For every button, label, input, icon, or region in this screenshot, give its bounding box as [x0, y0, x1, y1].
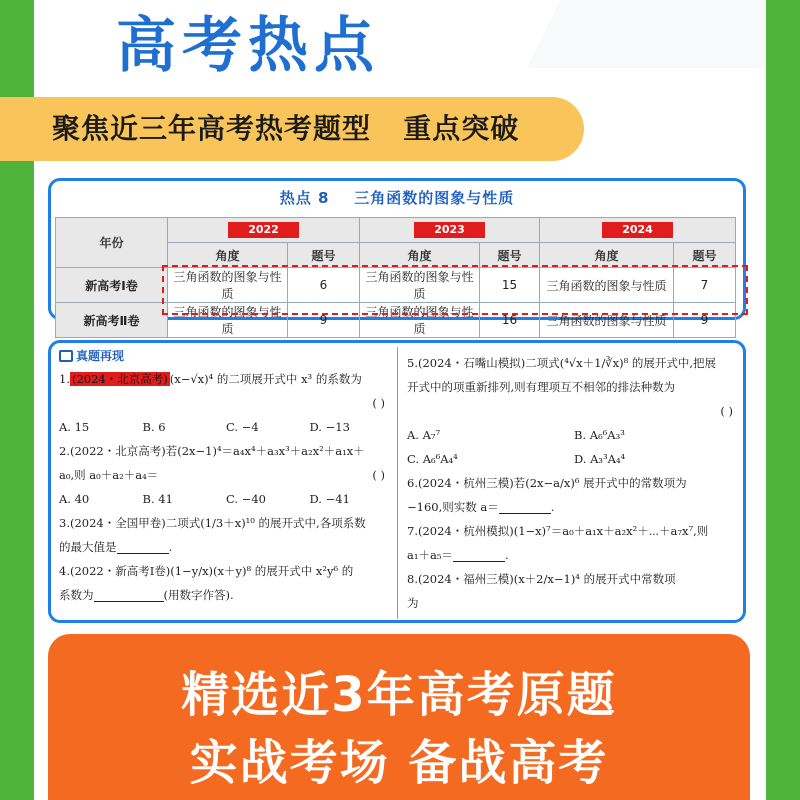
year-label-cell: 年份 [56, 218, 168, 268]
table-cell: 三角函数的图象与性质 [360, 268, 480, 303]
question-text: a₁＋a₅＝ [407, 548, 453, 562]
answer-paren-text: ( ) [372, 396, 385, 410]
option: B. 41 [142, 492, 173, 506]
question-3: 3.(2024・全国甲卷)二项式(1/3＋x)¹⁰ 的展开式中,各项系数 [59, 516, 366, 530]
hot-topic-heading: 热点 8 三角函数的图象与性质 [279, 189, 515, 207]
options-row [59, 415, 393, 439]
option: C. A₆⁶A₄⁴ [407, 452, 458, 466]
answer-blank [117, 542, 169, 554]
year-badge: 2023 [414, 222, 485, 238]
year-cell-2022 [168, 218, 360, 243]
option: B. 6 [142, 420, 166, 434]
table-row [56, 303, 736, 338]
answer-blank [499, 502, 551, 514]
question-8: 8.(2024・福州三模)(x＋2/x−1)⁴ 的展开式中常数项 [407, 572, 676, 586]
option: B. A₆⁶A₃³ [574, 428, 625, 442]
year-cell-2024 [540, 218, 736, 243]
answer-paren-text: ( ) [720, 404, 733, 418]
option: D. −41 [309, 492, 350, 506]
table-cell: 三角函数的图象与性质 [168, 303, 288, 338]
question-text: (用数字作答). [163, 588, 234, 602]
answer-paren-text: ( ) [372, 468, 385, 482]
questions-right-column [407, 343, 741, 615]
section-label [59, 345, 393, 367]
question-4: 4.(2022・新高考Ⅰ卷)(1−y/x)(x＋y)⁸ 的展开式中 x²y⁶ 的 [59, 564, 354, 578]
table-header-row [56, 218, 736, 243]
option: D. A₃³A₄⁴ [574, 452, 626, 466]
col-angle: 角度 [360, 243, 480, 268]
promo-panel [48, 634, 750, 800]
question-2-cont [59, 463, 393, 487]
question-6-cont: −160,则实数 a＝ . [407, 500, 555, 514]
table-cell: 9 [674, 303, 736, 338]
option: A. 40 [59, 492, 90, 506]
pen-note-icon [59, 350, 73, 362]
options-row [407, 447, 741, 471]
question-text: 的最大值是 [59, 540, 117, 554]
question-text: −160,则实数 a＝ [407, 500, 499, 514]
col-number: 题号 [480, 243, 540, 268]
question-8-cont: 为 [407, 596, 419, 610]
table-cell: 7 [674, 268, 736, 303]
answer-blank [453, 550, 505, 562]
question-5-cont: 开式中的项重新排列,则有理项互不相邻的排法种数为 [407, 380, 676, 394]
table-cell: 三角函数的图象与性质 [540, 303, 674, 338]
question-6: 6.(2024・杭州三模)若(2x−a/x)⁶ 展开式中的常数项为 [407, 476, 687, 490]
option: A. A₇⁷ [407, 428, 441, 442]
table-cell: 三角函数的图象与性质 [168, 268, 288, 303]
table-cell: 三角函数的图象与性质 [360, 303, 480, 338]
year-badge: 2024 [602, 222, 673, 238]
question-7: 7.(2024・杭州模拟)(1−x)⁷＝a₀＋a₁x＋a₂x²＋⋯＋a₇x⁷,则 [407, 524, 709, 538]
year-badge: 2022 [228, 222, 299, 238]
hot-topic-card [48, 178, 746, 336]
options-row [59, 487, 393, 511]
question-text: (x−√x)⁴ 的二项展开式中 x³ 的系数为 [169, 372, 362, 386]
answer-paren [59, 391, 393, 415]
option: D. −13 [309, 420, 350, 434]
table-cell: 三角函数的图象与性质 [540, 268, 674, 303]
table-cell: 15 [480, 268, 540, 303]
promo-line-2: 实战考场 备战高考 [189, 735, 609, 791]
col-number: 题号 [288, 243, 360, 268]
questions-card [48, 340, 746, 623]
year-cell-2023 [360, 218, 540, 243]
question-text: 系数为 [59, 588, 94, 602]
subtitle-text: 聚焦近三年高考热考题型 重点突破 [52, 112, 520, 145]
option: A. 15 [59, 420, 90, 434]
exam-name: 新高考Ⅰ卷 [56, 268, 168, 303]
table-cell: 9 [288, 303, 360, 338]
hot-topic-table [55, 217, 736, 338]
option: C. −40 [226, 492, 266, 506]
question-1: 1. (2024・北京高考) (x−√x)⁴ 的二项展开式中 x³ 的系数为 [59, 372, 362, 386]
col-number: 题号 [674, 243, 736, 268]
column-divider [397, 347, 398, 619]
page-tab-slope [526, 0, 560, 70]
section-label-text: 真题再现 [76, 349, 125, 363]
col-angle: 角度 [540, 243, 674, 268]
table-cell: 6 [288, 268, 360, 303]
question-5: 5.(2024・石嘴山模拟)二项式(⁴√x＋1/∛x)⁸ 的展开式中,把展 [407, 356, 717, 370]
table-row [56, 268, 736, 303]
question-4-cont [59, 583, 393, 607]
options-row [407, 423, 741, 447]
promo-line-1: 精选近3年高考原题 [181, 667, 617, 723]
answer-blank [94, 590, 164, 602]
questions-left-column [59, 343, 393, 607]
option: C. −4 [226, 420, 259, 434]
question-2: 2.(2022・北京高考)若(2x−1)⁴＝a₄x⁴＋a₃x³＋a₂x²＋a₁x＋ [59, 444, 365, 458]
question-7-cont: a₁＋a₅＝ . [407, 548, 509, 562]
question-source-highlight: (2024・北京高考) [71, 372, 168, 386]
table-cell: 16 [480, 303, 540, 338]
answer-paren [407, 399, 741, 423]
col-angle: 角度 [168, 243, 288, 268]
question-text: a₀,则 a₀＋a₂＋a₄＝ [59, 468, 159, 482]
exam-name: 新高考Ⅱ卷 [56, 303, 168, 338]
page-title: 高考热点 [116, 11, 380, 81]
question-3-cont: 的最大值是 . [59, 540, 173, 554]
